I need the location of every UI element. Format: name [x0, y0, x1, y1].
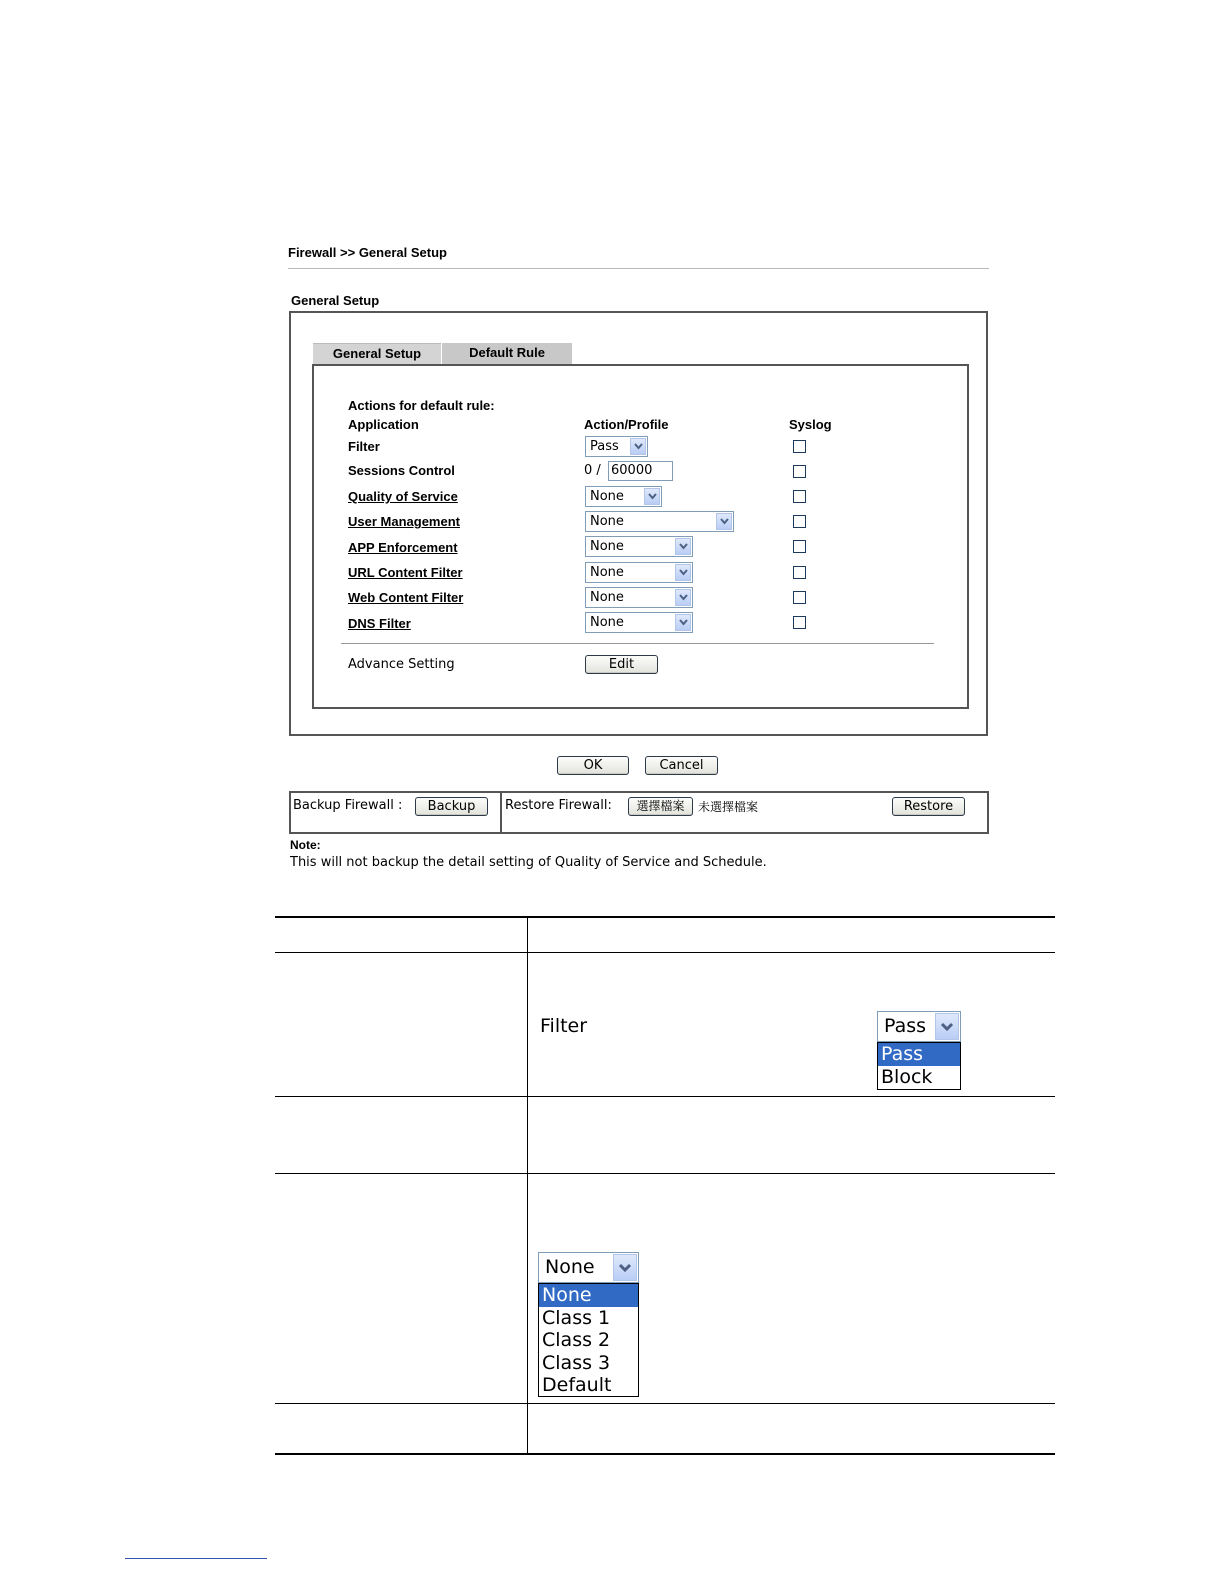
syslog-checkbox-sessions-control[interactable] — [793, 465, 806, 478]
app-enforcement-select[interactable] — [585, 536, 693, 557]
url-content-filter-link[interactable]: URL Content Filter — [348, 565, 463, 580]
url-content-filter-select-value: None — [590, 565, 624, 580]
chevron-down-icon — [935, 1013, 959, 1040]
filter-example-option-list — [877, 1042, 961, 1090]
filter-select-value: Pass — [590, 439, 619, 454]
filter-option-block[interactable]: Block — [881, 1066, 933, 1088]
sessions-limit-value: 60000 — [611, 463, 653, 478]
syslog-checkbox-dns-filter[interactable] — [793, 616, 806, 629]
no-file-chosen-text: 未選擇檔案 — [698, 800, 759, 814]
syslog-checkbox-app-enforcement[interactable] — [793, 540, 806, 553]
backup-button[interactable]: Backup — [415, 797, 488, 816]
backup-restore-divider — [500, 791, 502, 834]
user-management-select-value: None — [590, 514, 624, 529]
row-label-sessions-control: Sessions Control — [348, 463, 455, 478]
syslog-checkbox-user-management[interactable] — [793, 515, 806, 528]
tab-general-setup-label: General Setup — [332, 346, 422, 361]
qos-option-class-1[interactable]: Class 1 — [542, 1306, 611, 1329]
qos-example-select-value: None — [545, 1256, 595, 1278]
syslog-checkbox-qos[interactable] — [793, 490, 806, 503]
app-enforcement-link[interactable]: APP Enforcement — [348, 540, 458, 555]
tab-general-setup[interactable] — [313, 343, 441, 365]
doc-table-row-rule — [275, 1096, 1055, 1097]
doc-table-header-rule — [275, 952, 1055, 953]
column-syslog: Syslog — [789, 417, 832, 432]
section-title: General Setup — [291, 293, 380, 308]
note-text: This will not backup the detail setting of Quality of Service and Schedule. — [290, 855, 767, 870]
breadcrumb: Firewall >> General Setup — [288, 245, 447, 260]
footer-line — [125, 1558, 267, 1559]
user-management-select[interactable] — [585, 511, 734, 532]
advance-setting-label: Advance Setting — [348, 657, 455, 672]
web-content-filter-select[interactable] — [585, 587, 693, 608]
filter-example-select-value: Pass — [884, 1015, 927, 1037]
breadcrumb-divider — [288, 268, 989, 269]
tab-default-rule[interactable] — [442, 343, 572, 364]
column-action-profile: Action/Profile — [584, 417, 669, 432]
restore-firewall-label: Restore Firewall: — [505, 798, 612, 813]
qos-option-none[interactable]: None — [539, 1284, 638, 1307]
doc-table-top-rule — [275, 916, 1055, 918]
edit-button[interactable]: Edit — [585, 655, 658, 674]
dns-filter-select-value: None — [590, 615, 624, 630]
web-content-filter-select-value: None — [590, 590, 624, 605]
backup-firewall-label: Backup Firewall : — [293, 798, 403, 813]
chevron-down-icon — [675, 564, 691, 581]
sessions-prefix: 0 / — [584, 463, 601, 478]
filter-option-pass[interactable]: Pass — [878, 1043, 960, 1066]
filter-select[interactable] — [585, 436, 648, 457]
row-label-filter: Filter — [348, 439, 380, 454]
qos-option-default[interactable]: Default — [542, 1374, 612, 1396]
ok-button[interactable]: OK — [557, 756, 629, 775]
chevron-down-icon — [716, 513, 732, 530]
web-content-filter-link[interactable]: Web Content Filter — [348, 590, 464, 605]
qos-link[interactable]: Quality of Service — [348, 489, 458, 504]
qos-select[interactable] — [585, 486, 662, 507]
choose-file-button[interactable]: 選擇檔案 — [628, 797, 693, 816]
qos-select-value: None — [590, 489, 624, 504]
doc-table-bottom-rule — [275, 1453, 1055, 1455]
chevron-down-icon — [613, 1254, 637, 1281]
chevron-down-icon — [644, 488, 660, 505]
url-content-filter-select[interactable] — [585, 562, 693, 583]
filter-example-select[interactable] — [877, 1011, 961, 1042]
user-management-link[interactable]: User Management — [348, 514, 460, 529]
qos-option-class-2[interactable]: Class 2 — [542, 1329, 611, 1351]
cancel-button[interactable]: Cancel — [645, 756, 718, 775]
qos-example-option-list — [538, 1283, 639, 1397]
restore-button[interactable]: Restore — [892, 797, 965, 816]
qos-option-class-3[interactable]: Class 3 — [542, 1351, 611, 1374]
note-title: Note: — [290, 838, 321, 852]
column-application: Application — [348, 417, 419, 432]
syslog-checkbox-filter[interactable] — [793, 440, 806, 453]
chevron-down-icon — [630, 438, 646, 455]
dns-filter-link[interactable]: DNS Filter — [348, 616, 411, 631]
qos-example-select[interactable] — [538, 1252, 639, 1283]
app-enforcement-select-value: None — [590, 539, 624, 554]
doc-table-row-rule — [275, 1403, 1055, 1404]
actions-heading: Actions for default rule: — [348, 398, 495, 413]
syslog-checkbox-web-content-filter[interactable] — [793, 591, 806, 604]
syslog-checkbox-url-content-filter[interactable] — [793, 566, 806, 579]
sessions-limit-input[interactable] — [608, 461, 673, 481]
doc-table-row-rule — [275, 1173, 1055, 1174]
doc-table-column-divider — [527, 917, 528, 1454]
panel-divider — [341, 643, 934, 644]
filter-example-label: Filter — [540, 1015, 588, 1037]
tab-default-rule-label: Default Rule — [469, 345, 545, 360]
chevron-down-icon — [675, 589, 691, 606]
dns-filter-select[interactable] — [585, 612, 693, 633]
chevron-down-icon — [675, 538, 691, 555]
chevron-down-icon — [675, 614, 691, 631]
